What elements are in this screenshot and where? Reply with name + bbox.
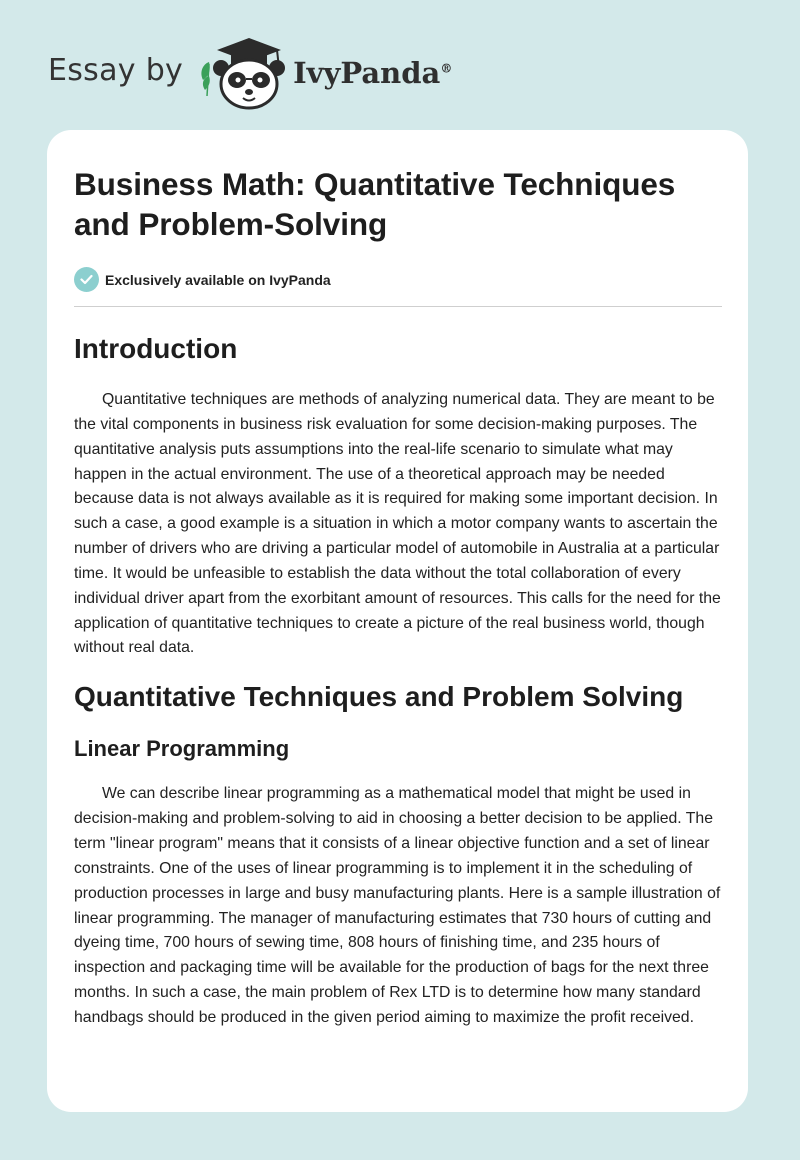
essay-content bbox=[74, 164, 724, 1031]
section-heading-quantitative-techniques: Quantitative Techniques and Problem Solving bbox=[74, 681, 684, 713]
brand-name: IvyPanda® bbox=[293, 56, 453, 90]
subheading-linear-programming: Linear Programming bbox=[74, 736, 290, 762]
essay-card bbox=[47, 130, 748, 1112]
brand-prefix: Essay by bbox=[48, 52, 184, 88]
page-title: Business Math: Quantitative Techniques and Problem-Solving bbox=[74, 166, 676, 242]
linear-programming-paragraph: We can describe linear programming as a mathematical model that might be used in decision-making and problem-solving to aid in choosing a better decision to be applied. The term "linear program" means that it consists of a linear objective function and a set of linear constraints. One of the uses of linear programming is to implement it in the scheduling of production processes in large and busy manufacturing plants. Here is a sample illustration of linear programming. The manager of manufacturing estimates that 730 hours of cutting and dyeing time, 700 hours of sewing time, 808 hours of finishing time, and 235 hours of inspection and packaging time will be available for the production of bags for the next three months. In such a case, the main problem of Rex LTD is to determine how many standard handbags should be produced in the given period aiming to maximize the profit received. bbox=[74, 785, 721, 1026]
check-icon bbox=[74, 267, 99, 292]
brand-header[interactable] bbox=[48, 34, 452, 110]
divider bbox=[74, 306, 722, 307]
exclusive-badge bbox=[74, 267, 724, 292]
section-heading-introduction: Introduction bbox=[74, 333, 238, 364]
registered-mark: ® bbox=[440, 61, 453, 76]
badge-label: Exclusively available on IvyPanda bbox=[105, 271, 331, 288]
panda-logo-icon bbox=[197, 34, 289, 110]
introduction-paragraph: Quantitative techniques are methods of analyzing numerical data. They are meant to be the vital components in business risk evaluation for some decision-making purposes. The quantitative analysis puts assumptions into the real-life scenario to simulate what may happen in the actual environment. The use of a theoretical approach may be needed because data is not always available as it is required for making some important decision. In such a case, a good example is a situation in which a motor company wants to ascertain the number of drivers who are driving a particular model of automobile in Australia at a particular time. It would be unfeasible to establish the data without the total collaboration of every individual driver apart from the exorbitant amount of resources. This calls for the need for the application of quantitative techniques to create a picture of the real business world, though without real data. bbox=[74, 391, 721, 657]
